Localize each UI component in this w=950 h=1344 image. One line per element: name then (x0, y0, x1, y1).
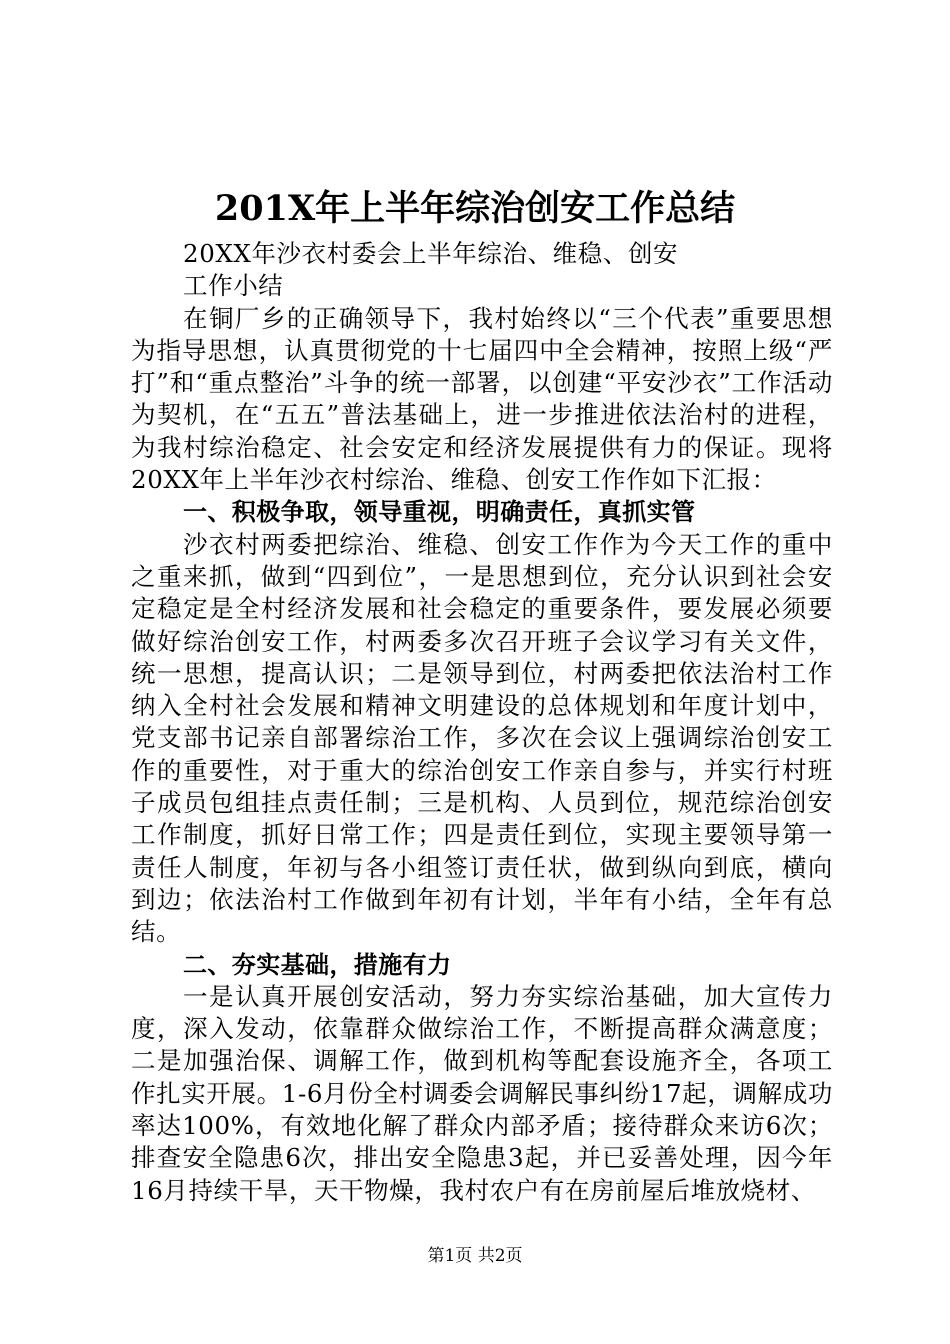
document-body (131, 238, 833, 1207)
section-2-heading: 二、夯实基础，措施有力 (183, 950, 452, 979)
section-1-heading: 一、积极争取，领导重视，明确责任，真抓实管 (183, 498, 696, 527)
subtitle-line-2: 工作小结 (183, 271, 284, 301)
section-2-paragraph: 一是认真开展创安活动，努力夯实综治基础，加大宣传力度，深入发动，依靠群众做综治工作，不断提高群众满意度；二是加强治保、调解工作，做到机构等配套设施齐全，各项工作扎实开展。1-6月份全村调委会调解民事纠纷17起，调解成功率达100%，有效地化解了群众内部矛盾；接待群众来访6次；排查安全隐患6次，排出安全隐患3起，并已妥善处理，因今年16月持续干旱，天干物燥，我村农户有在房前屋后堆放烧材、 (131, 981, 833, 1205)
page-number-footer: 第1页 共2页 (427, 1246, 523, 1266)
section-1-paragraph: 沙衣村两委把综治、维稳、创安工作作为今天工作的重中之重来抓，做到“四到位”，一是思想到位，充分认识到社会安定稳定是全村经济发展和社会稳定的重要条件，要发展必须要做好综治创安工作，村两委多次召开班子会议学习有关文件，统一思想，提高认识；二是领导到位，村两委把依法治村工作纳入全村社会发展和精神文明建设的总体规划和年度计划中，党支部书记亲自部署综治工作，多次在会议上强调综治创安工作的重要性，对于重大的综治创安工作亲自参与，并实行村班子成员包组挂点责任制；三是机构、人员到位，规范综治创安工作制度，抓好日常工作；四是责任到位，实现主要领导第一责任人制度，年初与各小组签订责任状，做到纵向到底，横向到边；依法治村工作做到年初有计划，半年有小结，全年有总结。 (131, 529, 833, 947)
intro-paragraph: 在铜厂乡的正确领导下，我村始终以“三个代表”重要思想为指导思想，认真贯彻党的十七届四中全会精神，按照上级“严打”和“重点整治”斗争的统一部署，以创建“平安沙衣”工作活动为契机，在“五五”普法基础上，进一步推进依法治村的进程，为我村综治稳定、社会安定和经济发展提供有力的保证。现将20XX年上半年沙衣村综治、维稳、创安工作作如下汇报： (131, 303, 833, 495)
document-title: 201X年上半年综治创安工作总结 (214, 188, 736, 229)
subtitle-line-1: 20XX年沙衣村委会上半年综治、维稳、创安 (183, 239, 679, 268)
